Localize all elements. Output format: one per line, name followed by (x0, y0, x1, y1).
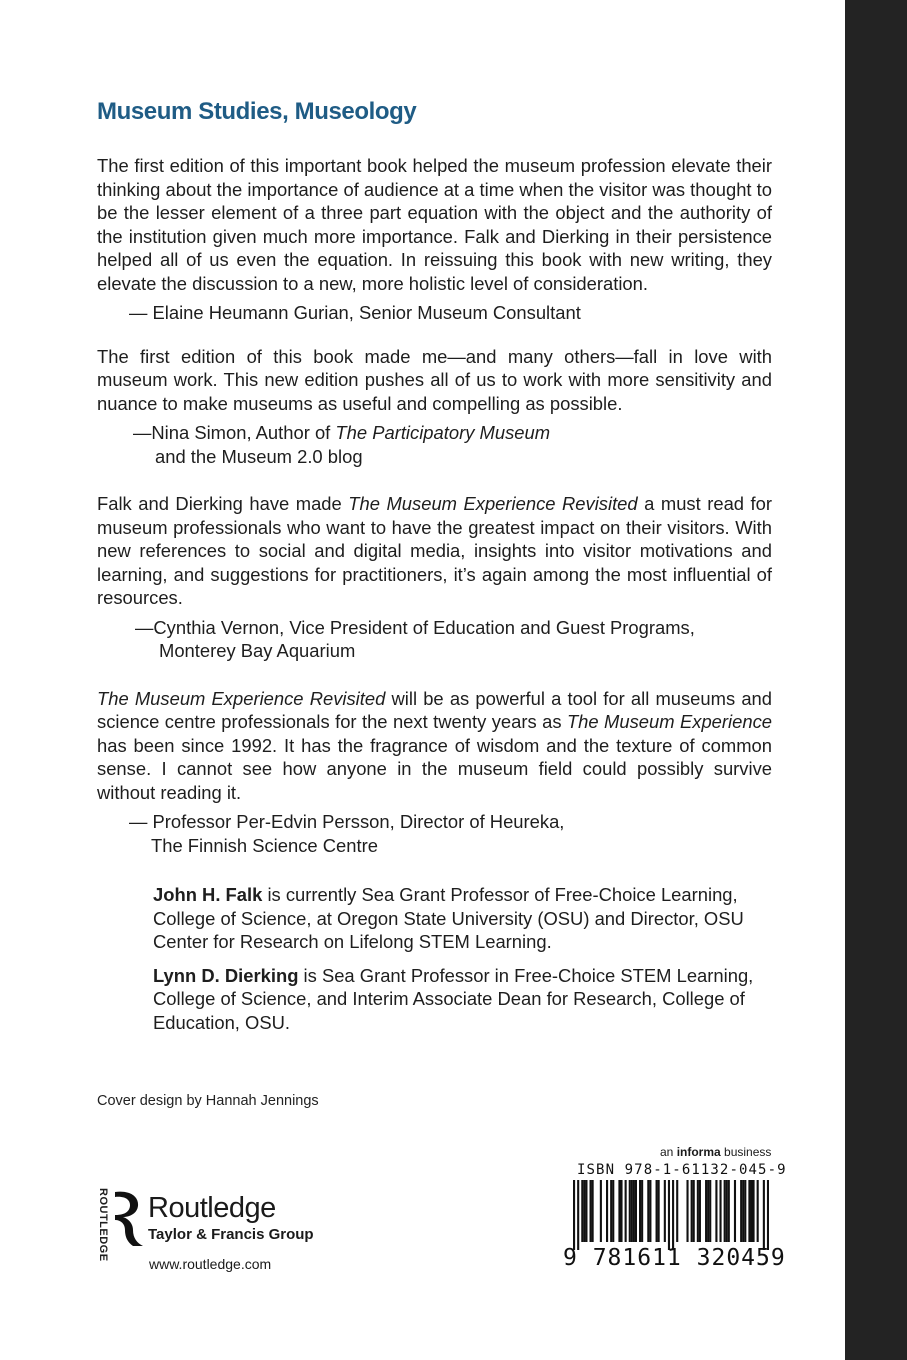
barcode-bar (734, 1180, 736, 1242)
barcode-bar (610, 1180, 612, 1242)
back-cover-content (97, 98, 772, 1034)
barcode-bar (707, 1180, 709, 1242)
publisher-group: Taylor & Francis Group (148, 1226, 314, 1243)
informa-tagline: an informa business (660, 1145, 772, 1159)
barcode-bar (740, 1180, 742, 1242)
endorsement-text: The Museum Experience Revisited will be as powerful a tool for all museums and science centre professionals for the next twenty years as The Museum Experience has been since 1992. It has the fragrance of wisdom and the texture of common sense. I cannot see how anyone in the museum field could possibly survive without reading it. (97, 687, 773, 803)
barcode-bar (709, 1180, 711, 1242)
barcode-bar (649, 1180, 651, 1242)
barcode-bar (750, 1180, 752, 1242)
barcode-bar (742, 1180, 744, 1242)
barcode-bar (590, 1180, 592, 1242)
author-name: John H. Falk (153, 884, 263, 905)
barcode-bar (724, 1180, 726, 1242)
publisher-name: Routledge (148, 1192, 276, 1224)
endorsement-text: The first edition of this important book helped the museum profession elevate their thinking about the importance of audience at a time when the visitor was thought to be the lesser element of a three part equation with the object and the authority of the institution given much more importance. Falk and Dierking in their persistence helped all of us even the equation. In reissuing this book with new writing, they elevate the discussion to a new, more holistic level of consideration. (97, 155, 772, 294)
endorsement (97, 687, 772, 858)
barcode-bar (693, 1180, 695, 1242)
barcode-bar (668, 1180, 670, 1250)
barcode-bar (752, 1180, 754, 1242)
isbn-text: ISBN 978-1-61132-045-9 (577, 1162, 787, 1178)
author-bios (97, 883, 772, 1034)
barcode-bar (592, 1180, 594, 1242)
publisher-vertical-text: ROUTLEDGE (97, 1188, 109, 1262)
barcode-bar (763, 1180, 765, 1250)
author-bio: Lynn D. Dierking is Sea Grant Professor in Free-Choice STEM Learning, College of Science, and Interim Associate Dean for Research, College of Education, OSU. (153, 964, 754, 1033)
endorsement-attribution: — Elaine Heumann Gurian, Senior Museum Consultant (129, 302, 581, 323)
barcode-bar (625, 1180, 627, 1242)
barcode-bar (618, 1180, 620, 1242)
barcode-bar (705, 1180, 707, 1242)
barcode-bar (633, 1180, 635, 1242)
barcode-bar (639, 1180, 641, 1242)
barcode-bar (647, 1180, 649, 1242)
barcode-bar (573, 1180, 575, 1250)
barcode-bar (620, 1180, 622, 1242)
barcode-bar (697, 1180, 699, 1242)
barcode-bar (676, 1180, 678, 1242)
routledge-r-icon (111, 1190, 145, 1248)
barcode-bar (629, 1180, 631, 1242)
endorsement-attribution: — Professor Per-Edvin Persson, Director of Heureka, (129, 811, 565, 832)
endorsement (97, 154, 772, 325)
cover-credit: Cover design by Hannah Jennings (97, 1093, 319, 1109)
barcode-bar (726, 1180, 728, 1242)
barcode-bar (672, 1180, 674, 1250)
barcode-bar (641, 1180, 643, 1242)
barcode-bar (585, 1180, 587, 1242)
barcode-bar (581, 1180, 583, 1242)
barcode-bar (748, 1180, 750, 1242)
author-bio: John H. Falk is currently Sea Grant Professor of Free-Choice Learning, College of Science, at Oregon State University (OSU) and Director, OSU Center for Research on Lifelong STEM Learning. (153, 884, 744, 952)
endorsement-attribution-line2: Monterey Bay Aquarium (159, 640, 356, 661)
category-heading: Museum Studies, Museology (97, 98, 417, 125)
barcode-bar (600, 1180, 602, 1242)
endorsement (97, 492, 772, 663)
barcode-bar (658, 1180, 660, 1242)
barcode-bar (728, 1180, 730, 1242)
isbn-barcode-digits: 9 781611 320459 (563, 1245, 786, 1271)
publisher-url: www.routledge.com (149, 1256, 272, 1272)
barcode-bar (699, 1180, 701, 1242)
barcode-bar (612, 1180, 614, 1242)
isbn-barcode (573, 1180, 769, 1250)
barcode-bar (691, 1180, 693, 1242)
barcode-bar (577, 1180, 579, 1250)
barcode-bar (757, 1180, 759, 1242)
endorsement-text: Falk and Dierking have made The Museum Experience Revisited a must read for museum professionals who want to have the greatest impact on their visitors. With new references to social and digital media, insights into visitor motivations and learning, and suggestions for practitioners, it’s again among the most influential of resources. (97, 493, 772, 608)
book-spine (845, 0, 907, 1360)
author-name: Lynn D. Dierking (153, 964, 299, 986)
barcode-bar (631, 1180, 633, 1242)
barcode-bar (664, 1180, 666, 1242)
barcode-bar (719, 1180, 721, 1242)
endorsement-attribution-line2: The Finnish Science Centre (151, 834, 378, 856)
barcode-bar (744, 1180, 746, 1242)
endorsement-text: The first edition of this book made me—and many others—fall in love with museum work. This new edition pushes all of us to work with more sensitivity and nuance to make museums as useful and compelling as possible. (97, 345, 772, 414)
publisher-logo (94, 1188, 334, 1262)
endorsement-attribution-line2: and the Museum 2.0 blog (155, 445, 363, 467)
endorsement-attribution: —Nina Simon, Author of The Participatory Museum (133, 422, 551, 443)
barcode-bar (606, 1180, 608, 1242)
barcode-bar (583, 1180, 585, 1242)
barcode-bar (656, 1180, 658, 1242)
barcode-bar (715, 1180, 717, 1242)
endorsement-attribution: —Cynthia Vernon, Vice President of Education and Guest Programs, (135, 616, 695, 638)
endorsement (97, 345, 772, 469)
barcode-bar (767, 1180, 769, 1250)
barcode-bar (686, 1180, 688, 1242)
barcode-bar (635, 1180, 637, 1242)
